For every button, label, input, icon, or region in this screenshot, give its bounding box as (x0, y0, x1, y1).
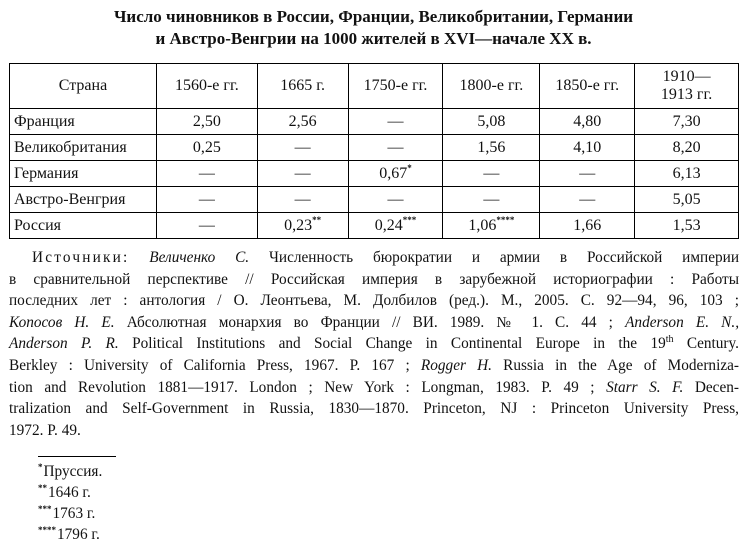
footnote-item (38, 482, 102, 503)
footnote-mark: **** (38, 525, 56, 535)
footnote-mark: * (407, 162, 412, 173)
cell-value: — (443, 187, 540, 213)
cell-value: 0,25 (156, 135, 257, 161)
footnote-mark: * (38, 462, 43, 472)
cell-country: Франция (10, 109, 157, 135)
ordinal-superscript: th (665, 334, 674, 346)
header-1910-line1: 1910— (662, 68, 711, 85)
source-line (9, 312, 739, 334)
source-text: Political Institutions and Social Change in Continental Europe in the 19 (132, 335, 666, 353)
source-line (9, 377, 739, 399)
source-text: Russia in the Age of Moderniza- (503, 356, 739, 374)
source-text: Численность бюрократии и армии в Российской империи (268, 249, 740, 266)
source-text: Century. (686, 335, 740, 353)
source-line: tralization and Self-Government in Russia, 1830—1870. Princeton, NJ : Princeton University Press, (9, 400, 739, 418)
footnote-text: 1796 г. (57, 526, 100, 543)
author: Величенко С. (149, 249, 250, 266)
source-line: последних лет : антология / О. Леонтьева, М. Долбилов (ред.). М., 2005. С. 92—94, 96, 103 ; (9, 292, 739, 310)
cell-value: — (257, 161, 348, 187)
footnote-mark: *** (402, 214, 417, 225)
cell-country: Россия (10, 213, 157, 239)
sources-label: Источники: (31, 249, 130, 266)
author: Копосов Н. Е. (9, 313, 115, 331)
footnote-item (38, 461, 102, 482)
footnote-item (38, 524, 102, 545)
source-line: 1972. P. 49. (9, 421, 81, 439)
cell-country: Австро-Венгрия (10, 187, 157, 213)
cell-value (443, 213, 540, 239)
author: Anderson P. R. (9, 335, 119, 353)
header-1910-line2: 1913 гг. (660, 86, 713, 103)
footnote-mark: ** (312, 214, 322, 225)
value-text: 0,67 (379, 164, 408, 182)
header-1800s: 1800-е гг. (443, 64, 540, 109)
value-text: 0,23 (284, 216, 313, 234)
table-header-row (10, 64, 739, 109)
cell-value: 6,13 (635, 161, 739, 187)
sources-paragraph (9, 247, 739, 441)
footnote-text: 1763 г. (52, 505, 96, 522)
source-text: Абсолютная монархия во Франции // ВИ. 1989. № 1. С. 44 ; (126, 313, 613, 331)
footnote-divider (38, 456, 116, 457)
cell-value: 1,53 (635, 213, 739, 239)
author: Rogger H. (420, 356, 492, 374)
source-line (9, 355, 739, 377)
cell-value: 1,56 (443, 135, 540, 161)
cell-value: 4,10 (540, 135, 635, 161)
cell-value (257, 213, 348, 239)
officials-table (9, 63, 739, 239)
cell-value: 1,66 (540, 213, 635, 239)
footnote-mark: **** (496, 214, 515, 225)
cell-country: Великобритания (10, 135, 157, 161)
title-line-1: Число чиновников в России, Франции, Великобритании, Германии (113, 7, 634, 26)
table-row (10, 109, 739, 135)
table-row (10, 135, 739, 161)
cell-value: — (348, 135, 443, 161)
cell-value: — (348, 187, 443, 213)
footnote-text: Пруссия. (43, 463, 103, 480)
header-country: Страна (10, 64, 157, 109)
footnote-mark: *** (38, 504, 52, 514)
cell-value: — (257, 135, 348, 161)
header-1910-1913 (635, 64, 739, 109)
cell-value: — (540, 187, 635, 213)
footnotes (38, 461, 102, 545)
table-row (10, 213, 739, 239)
source-text: tion and Revolution 1881—1917. London ; New York : Longman, 1983. P. 49 ; (9, 378, 595, 396)
value-text: 0,24 (374, 216, 403, 234)
author: Starr S. F. (606, 378, 684, 396)
cell-country: Германия (10, 161, 157, 187)
source-text: Decen- (694, 378, 740, 396)
cell-value: — (443, 161, 540, 187)
table-title (0, 6, 747, 50)
cell-value: — (540, 161, 635, 187)
cell-value: 5,08 (443, 109, 540, 135)
table-row (10, 161, 739, 187)
header-1560s: 1560-е гг. (156, 64, 257, 109)
cell-value (348, 161, 443, 187)
title-line-2: и Австро-Венгрии на 1000 жителей в XVI—начале XX в. (155, 29, 592, 48)
source-text: Berkley : University of California Press, 1967. P. 167 ; (9, 356, 410, 374)
source-line (9, 247, 739, 269)
value-text: 1,06 (468, 216, 497, 234)
cell-value (348, 213, 443, 239)
cell-value: 5,05 (635, 187, 739, 213)
cell-value: — (257, 187, 348, 213)
cell-value: 2,50 (156, 109, 257, 135)
cell-value: 8,20 (635, 135, 739, 161)
source-line: в сравнительной перспективе // Российская империя в зарубежной историографии : Работы (9, 270, 739, 288)
cell-value: — (156, 187, 257, 213)
cell-value: 4,80 (540, 109, 635, 135)
header-1750s: 1750-е гг. (348, 64, 443, 109)
cell-value: — (348, 109, 443, 135)
header-1850s: 1850-е гг. (540, 64, 635, 109)
source-line (9, 333, 739, 355)
table-row (10, 187, 739, 213)
header-1665: 1665 г. (257, 64, 348, 109)
author: Anderson E. N., (625, 313, 740, 331)
footnote-text: 1646 г. (48, 484, 91, 501)
footnote-mark: ** (38, 483, 47, 493)
footnote-item (38, 503, 102, 524)
cell-value: — (156, 161, 257, 187)
cell-value: — (156, 213, 257, 239)
cell-value: 2,56 (257, 109, 348, 135)
cell-value: 7,30 (635, 109, 739, 135)
